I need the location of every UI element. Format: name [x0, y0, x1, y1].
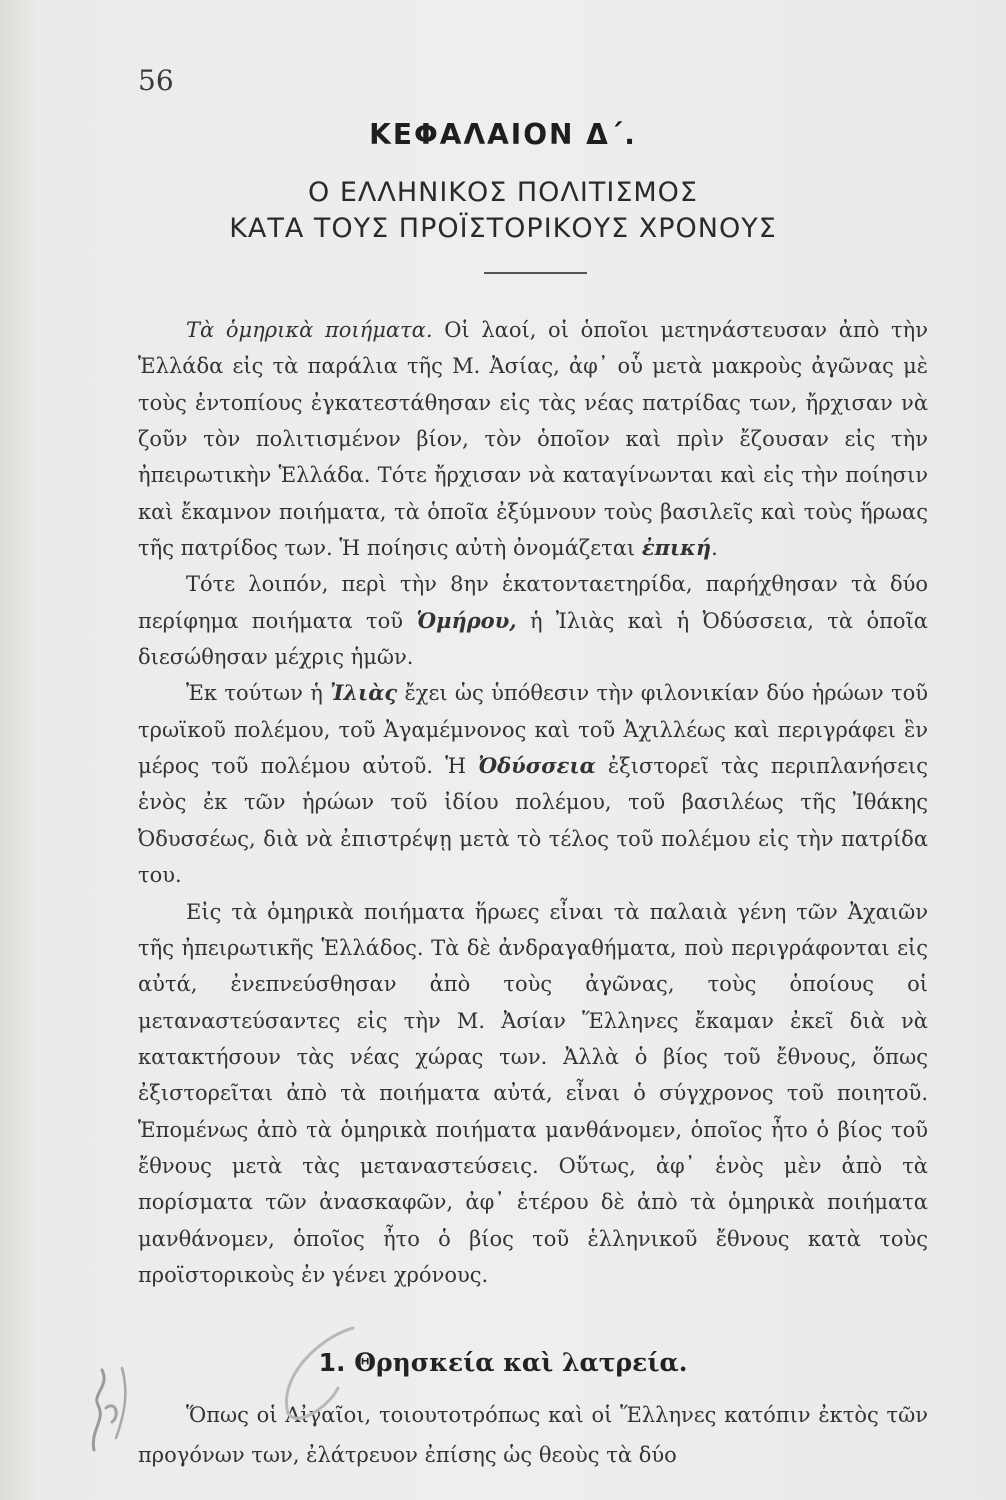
paragraph-text: ἡ Ἰλιὰς καὶ ἡ Ὀδύσσεια, τὰ ὁποῖα διεσώθησαν μέχρις ἡμῶν. — [138, 608, 928, 670]
section-title: Θρησκεία καὶ λατρεία. — [354, 1348, 688, 1377]
paragraph-text: Ἐκ τούτων ἡ — [186, 681, 331, 706]
section-text — [138, 1395, 928, 1475]
paragraph-text: Τότε λοιπόν, περὶ τὴν 8ην ἑκατονταετηρίδα, παρήχθησαν τὰ δύο περίφημα ποιήματα τοῦ — [138, 572, 928, 633]
section-heading — [0, 1348, 1006, 1377]
paragraph-text: Οἱ λαοί, οἱ ὁποῖοι μετηνάστευσαν ἀπὸ τὴν Ἑλλάδα εἰς τὰ παράλια τῆς Μ. Ἀσίας, ἀφ᾽ οὗ μετὰ μακροὺς ἀγῶνας μὲ τοὺς ἐντοπίους ἐγκατεστάθησαν εἰς τὰς νέας πατρίδας των, ἤρχισαν νὰ ζοῦν τὸν πολιτισμένον βίον, τὸν ὁποῖον καὶ πρὶν ἔζουσαν εἰς τὴν ἠπειρωτικὴν Ἑλλάδα. Τότε ἤρχισαν νὰ καταγίνωνται καὶ εἰς τὴν ποίησιν καὶ ἔκαμνον ποιήματα, τὰ ὁποῖα ἐξύμνουν τοὺς βασιλεῖς καὶ τοὺς ἥρωας τῆς πατρίδος των. Ἡ ποίησις αὐτὴ ὀνομάζεται — [138, 318, 928, 561]
paragraph-religion: Ὅπως οἱ Αἰγαῖοι, τοιουτοτρόπως καὶ οἱ Ἕλληνες κατόπιν ἐκτὸς τῶν προγόνων των, ἐλάτρευον ἐπίσης ὡς θεοὺς τὰ δύο — [138, 1403, 928, 1467]
paragraph-text: ἔχει ὡς ὑπόθεσιν τὴν φιλονικίαν δύο ἡρώων τοῦ τρωϊκοῦ πολέμου, τοῦ Ἀγαμέμνονος καὶ τοῦ Ἀχιλλέως καὶ περιγράφει ἓν μέρος τοῦ πολέμου αὐτοῦ. Ἡ — [138, 681, 928, 779]
term-iliad: Ἰλιὰς — [330, 680, 398, 706]
paragraph-homer — [138, 566, 928, 675]
paragraph-text: ἐξιστορεῖ τὰς περιπλανήσεις ἑνὸς ἐκ τῶν ἡρώων τοῦ ἰδίου πολέμου, τοῦ βασιλέως τῆς Ἰθάκης Ὀδυσσέως, διὰ νὰ ἐπιστρέψῃ μετὰ τὸ τέλος τοῦ πολέμου εἰς τὴν πατρίδα του. — [138, 754, 928, 888]
paragraph-homeric-poems — [138, 312, 928, 566]
chapter-title-line-2: ΚΑΤΑ ΤΟΥΣ ΠΡΟΪΣΤΟΡΙΚΟΥΣ ΧΡΟΝΟΥΣ — [229, 213, 777, 244]
paragraph-heading: Τὰ ὁμηρικὰ ποιήματα. — [186, 318, 433, 342]
paragraph-text-end: . — [711, 536, 718, 561]
title-divider — [484, 272, 587, 274]
term-homer: Ὁμήρου, — [416, 607, 517, 633]
term-odyssey: Ὀδύσσεια — [478, 753, 596, 779]
term-epic: ἐπική — [641, 535, 712, 561]
paragraph-heroes: Εἰς τὰ ὁμηρικὰ ποιήματα ἥρωες εἶναι τὰ παλαιὰ γένη τῶν Ἀχαιῶν τῆς ἠπειρωτικῆς Ἑλλάδος. Τὰ δὲ ἀνδραγαθήματα, ποὺ περιγράφονται εἰς αὐτά, ἐνεπνεύσθησαν ἀπὸ τοὺς ἀγῶνας, τοὺς ὁποίους οἱ μεταναστεύσαντες εἰς τὴν Μ. Ἀσίαν Ἕλληνες ἔκαμαν ἐκεῖ διὰ νὰ κατακτήσουν τὰς νέας χώρας των. Ἀλλὰ ὁ βίος τοῦ ἔθνους, ὅπως ἐξιστορεῖται ἀπὸ τὰ ποιήματα αὐτά, εἶναι ὁ σύγχρονος τοῦ ποιητοῦ. Ἑπομένως ἀπὸ τὰ ὁμηρικὰ ποιήματα μανθάνομεν, ὁποῖος ἦτο ὁ βίος τοῦ ἔθνους μετὰ τὰς μεταναστεύσεις. Οὕτως, ἀφ᾽ ἑνὸς μὲν ἀπὸ τὰ πορίσματα τῶν ἀνασκαφῶν, ἀφ᾽ ἑτέρου δὲ ἀπὸ τὰ ὁμηρικὰ ποιήματα μανθάνομεν, ὁποῖος ἦτο ὁ βίος τοῦ ἑλληνικοῦ ἔθνους κατὰ τοὺς προϊστορικοὺς ἐν γένει χρόνους. — [138, 899, 928, 1287]
chapter-heading: ΚΕΦΑΛΑΙΟΝ Δ΄. — [369, 118, 637, 151]
main-text — [138, 312, 928, 1293]
handwritten-margin-mark — [76, 1350, 136, 1460]
paragraph-iliad-odyssey — [138, 675, 928, 893]
page-number: 56 — [138, 64, 174, 97]
section-number: 1. — [318, 1348, 346, 1377]
chapter-title-line-1: Ο ΕΛΛΗΝΙΚΟΣ ΠΟΛΙΤΙΣΜΟΣ — [307, 177, 698, 208]
faint-pencil-mark — [258, 1318, 368, 1428]
